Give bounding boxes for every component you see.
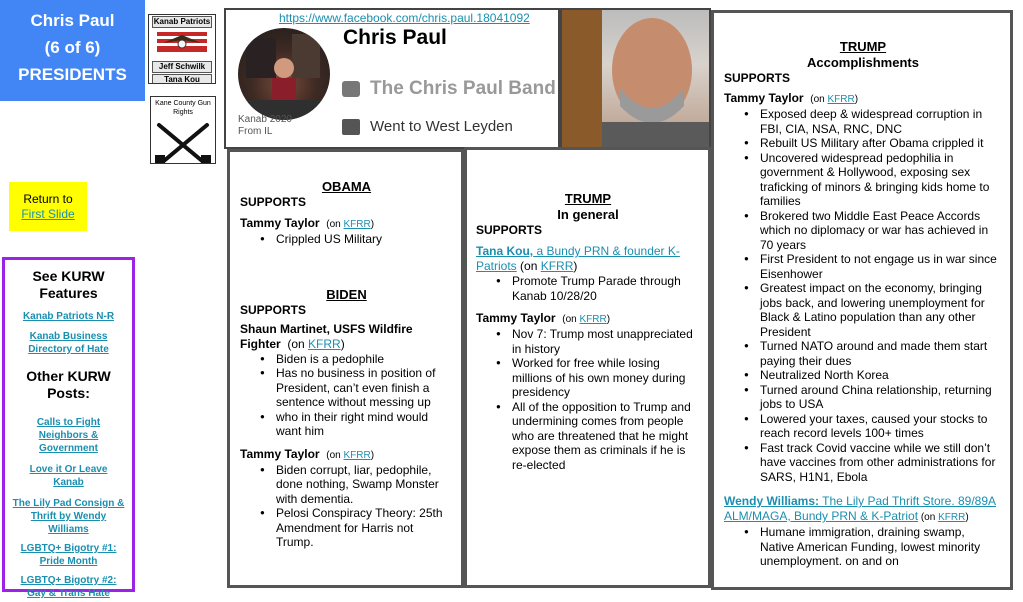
- person-link[interactable]: Wendy Williams:: [724, 494, 820, 508]
- eagle-flag-icon: [149, 29, 215, 55]
- profile-name: Chris Paul: [343, 26, 447, 49]
- kurw-feature-link[interactable]: Kanab Patriots N-R: [22, 311, 115, 322]
- logo-patriots-label: Kanab Patriots: [153, 17, 211, 26]
- close-paren: ): [965, 512, 969, 523]
- list-item: ● Lowered your taxes, caused your stocks to reach record levels 100+ times: [746, 412, 1002, 441]
- trump-accomplishments-panel: [711, 10, 1013, 590]
- close-paren: ): [370, 219, 375, 230]
- obama-title: OBAMA: [321, 179, 372, 194]
- profile-band-row: [342, 78, 556, 100]
- person-name: Tammy Taylor: [724, 91, 804, 105]
- trump-general-supports: SUPPORTS: [476, 223, 543, 237]
- on-label: (on: [918, 512, 939, 523]
- list-item: ● Exposed deep & widespread corruption in FBI, CIA, NSA, RNC, DNC: [746, 107, 1002, 136]
- obama-list: [262, 232, 453, 247]
- list-item: ● Promote Trump Parade through Kanab 10/28/20: [498, 274, 700, 303]
- obama-person-row: [240, 216, 453, 232]
- kurw-post-link[interactable]: LGBTQ+ Bigotry #1: Pride Month: [20, 543, 117, 567]
- kfrr-link[interactable]: KFRR: [343, 219, 371, 230]
- return-label: Return to: [23, 192, 73, 206]
- slide-title: [0, 0, 145, 101]
- profile-meta: [238, 114, 292, 138]
- trump-general-title: TRUMP: [564, 191, 612, 206]
- trump-general-person-row: [476, 311, 700, 327]
- facebook-profile-card: [224, 8, 560, 149]
- close-paren: ): [370, 449, 375, 461]
- person-desc-link[interactable]: a Bundy PRN & founder K-Patriots: [476, 244, 680, 273]
- trump-general-list-2: [498, 327, 700, 472]
- list-item: ● Fast track Covid vaccine while we still don’t have vaccines from other administrations for SARS, H1N1, Ebola: [746, 441, 1002, 485]
- trump-acc-subtitle: Accomplishments: [807, 55, 919, 70]
- logo-name-schwilk: Jeff Schwilk: [152, 61, 212, 73]
- person-link[interactable]: Tana Kou,: [476, 244, 534, 258]
- title-line-name: Chris Paul: [30, 11, 115, 30]
- person-name: Shaun Martinet, USFS Wildfire Fighter: [240, 321, 413, 351]
- logo-name-kou: Tana Kou: [152, 74, 212, 84]
- trump-general-subtitle: In general: [557, 207, 619, 222]
- list-item: ● Worked for free while losing millions of his own money during presidency: [498, 356, 700, 400]
- list-item: ● Greatest impact on the economy, bringing jobs back, and lowering unemployment for Black & Latino population than any other President: [746, 281, 1002, 339]
- kfrr-link[interactable]: KFRR: [938, 512, 966, 523]
- on-label: (on: [810, 94, 828, 105]
- kfrr-link[interactable]: KFRR: [308, 336, 341, 351]
- biden-supports: SUPPORTS: [240, 302, 307, 317]
- kfrr-link[interactable]: KFRR: [540, 259, 574, 273]
- biden-list-2: [262, 463, 453, 550]
- kurw-post-link[interactable]: Love it Or Leave Kanab: [29, 464, 108, 488]
- profile-url-link[interactable]: https://www.facebook.com/chris.paul.18041092: [279, 11, 530, 25]
- trump-acc-supports: SUPPORTS: [724, 71, 791, 85]
- trump-acc-list: [746, 107, 1002, 484]
- close-paren: ): [340, 336, 345, 351]
- list-item: ● Humane immigration, draining swamp, Native American Funding, lowest minority unemployment. on and on: [746, 525, 1002, 569]
- list-item: ● Pelosi Conspiracy Theory: 25th Amendment for Harris not Trump.: [262, 506, 453, 550]
- on-label: (on: [326, 449, 344, 461]
- on-label: (on: [287, 336, 309, 351]
- man-portrait-icon: [562, 10, 711, 149]
- list-item: ● Turned NATO around and made them start paying their dues: [746, 339, 1002, 368]
- kurw-post-link[interactable]: The Lily Pad Consign & Thrift by Wendy Williams: [12, 498, 125, 535]
- trump-general-list: [498, 274, 700, 303]
- person-desc-link[interactable]: The Lily Pad Thrift Store. 89/89A ALM/MAGA, Bundy PRN & K-Patriot: [724, 494, 997, 523]
- biden-person-row: [240, 447, 453, 463]
- list-item: ● Crippled US Military: [262, 232, 453, 247]
- kurw-feature-link[interactable]: Kanab Business Directory of Hate: [28, 331, 109, 355]
- kane-county-gun-rights-logo: [150, 96, 216, 164]
- kfrr-link[interactable]: KFRR: [579, 314, 607, 325]
- list-item: ● All of the opposition to Trump and undermining comes from people who are threatened that he might expose them as criminals if he is re-elected: [498, 400, 700, 473]
- on-label: (on: [516, 259, 541, 273]
- title-line-topic: PRESIDENTS: [18, 65, 127, 84]
- biden-person-row: [240, 322, 453, 352]
- trump-acc-person-row: [724, 91, 1002, 107]
- list-item: ● Biden corrupt, liar, pedophile, done nothing, Swamp Monster with dementia.: [262, 463, 453, 507]
- list-item: ● Nov 7: Trump most unappreciated in history: [498, 327, 700, 356]
- list-item: ● Rebuilt US Military after Obama crippled it: [746, 136, 1002, 151]
- crossed-rifles-icon: [151, 119, 215, 164]
- kurw-sidebar: [2, 257, 135, 599]
- list-item: ● Turned around China relationship, returning jobs to USA: [746, 383, 1002, 412]
- kfrr-link[interactable]: KFRR: [827, 94, 855, 105]
- list-item: ● Uncovered widespread pedophilia in government & Hollywood, exposing sex traficking of minors & bringing kids home to families: [746, 151, 1002, 209]
- trump-general-person-row: [476, 244, 700, 274]
- wendy-williams-list: [746, 525, 1002, 569]
- obama-biden-panel: [227, 149, 464, 588]
- profile-band: The Chris Paul Band: [370, 78, 556, 99]
- person-name: Tammy Taylor: [240, 216, 320, 230]
- briefcase-icon: [342, 81, 360, 97]
- list-item: ● First President to not engage us in war since Eisenhower: [746, 252, 1002, 281]
- graduation-cap-icon: [342, 119, 360, 135]
- obama-supports: SUPPORTS: [240, 195, 307, 209]
- kurw-features-heading: See KURW Features: [32, 268, 105, 301]
- person-name: Tammy Taylor: [240, 446, 320, 461]
- kanab-patriots-logo: [148, 14, 216, 84]
- close-paren: ): [573, 259, 578, 273]
- profile-photo: [560, 8, 711, 149]
- first-slide-link[interactable]: First Slide: [21, 207, 75, 221]
- kfrr-link[interactable]: KFRR: [343, 449, 371, 461]
- list-item: ● Biden is a pedophile: [262, 352, 453, 367]
- avatar-photo-icon: [238, 28, 330, 120]
- kurw-post-link[interactable]: Calls to Fight Neighbors & Government: [36, 417, 101, 454]
- trump-general-panel: [464, 147, 711, 588]
- wendy-williams-row: [724, 494, 1002, 525]
- profile-school-row: [342, 118, 513, 135]
- list-item: ● who in their right mind would want him: [262, 410, 453, 439]
- biden-title: BIDEN: [326, 286, 367, 302]
- kurw-post-link[interactable]: LGBTQ+ Bigotry #2: Gay & Trans Hate: [20, 575, 117, 599]
- biden-list: [262, 352, 453, 439]
- profile-meta-line: From IL: [238, 126, 273, 137]
- list-item: ● Neutralized North Korea: [746, 368, 1002, 383]
- list-item: ● Brokered two Middle East Peace Accords which no diplomacy or war has achieved in 70 years: [746, 209, 1002, 253]
- profile-meta-line: Kanab 2020: [238, 114, 292, 125]
- title-line-count: (6 of 6): [44, 38, 101, 57]
- logo-gun-label: Kane County Gun Rights: [155, 100, 211, 116]
- list-item: ● Has no business in position of President, can’t even finish a sentence without messing up: [262, 366, 453, 410]
- on-label: (on: [326, 219, 344, 230]
- close-paren: ): [606, 314, 611, 325]
- kurw-posts-heading: Other KURW Posts:: [26, 368, 111, 401]
- person-name: Tammy Taylor: [476, 311, 556, 325]
- return-box: [9, 182, 87, 231]
- trump-acc-title: TRUMP: [839, 39, 887, 54]
- close-paren: ): [854, 94, 859, 105]
- avatar: [238, 28, 330, 120]
- profile-school: Went to West Leyden: [370, 118, 513, 135]
- on-label: (on: [562, 314, 580, 325]
